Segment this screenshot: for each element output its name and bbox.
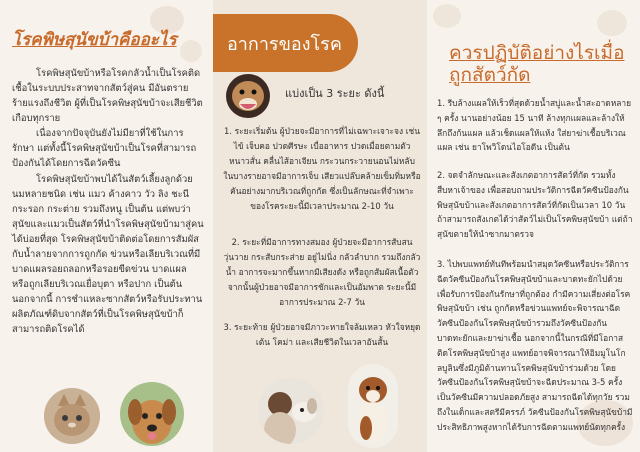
symptoms-header-text: อาการของโรค xyxy=(227,34,342,55)
paw-print-decoration xyxy=(433,4,461,28)
rabid-dog-photo xyxy=(226,74,270,118)
first-aid-step-2: 2. จดจำลักษณะและสังเกตอาการสัตว์ที่กัด รวมทั้งสืบหาเจ้าของ เพื่อสอบถามประวัติการฉีดวัคซีนป้องกันพิษสุนัขบ้าและสังเกตอาการสัตว์ที่กัดเป็นเวลา 10 วัน ถ้าสามารถสังเกตได้ว่าสัตว์ไม่เป็นโรคพิษสุนัขบ้า แต่ถ้าสุนัขตายให้นำซากมาตรวจ xyxy=(437,170,633,240)
first-aid-step-1: 1. รีบล้างแผลให้เร็วที่สุดด้วยน้ำสบู่และน้ำสะอาดหลาย ๆ ครั้ง นานอย่างน้อย 15 นาที ล้างทุกแผลและล้างให้ลึกถึงก้นแผล แล้วเช็ดแผลให้แห้ง ใส่ยาฆ่าเชื้อบริเวณแผล เช่น ยาโพวิโดนไอโอดีน เป็นต้น xyxy=(437,98,631,153)
first-aid-title: ควรปฏิบัติอย่างไรเมื่อถูกสัตว์กัด xyxy=(449,42,625,86)
paw-print-decoration xyxy=(180,40,202,62)
stage-1-text: 1. ระยะเริ่มต้น ผู้ป่วยจะมีอาการที่ไม่เฉพาะเจาะจง เช่น ไข้ เจ็บคอ ปวดศีรษะ เบื่ออาหาร ปวดเมื่อยตามตัว หนาวสั่น คลื่นไส้อาเจียน กระวนกระวายนอนไม่หลับ ในบางรายอาจมีอาการเจ็บ เสียวแปล๊บคล้ายเข็มทิ่มหรือคันอย่างมากบริเวณที่ถูกกัด ซึ่งเป็นลักษณะที่จำเพาะของโรคระยะนี้มีเวลาประมาณ 2-10 วัน xyxy=(223,126,421,211)
left-paragraph-3: โรคพิษสุนัขบ้าพบได้ในสัตว์เลี้ยงลูกด้วยนมหลายชนิด เช่น แมว ค้างคาว วัว ลิง ชะนี กระรอก กระต่าย รวมถึงหนู เป็นต้น แต่พบว่าสุนัขและแมวเป็นสัตว์ที่นำโรคพิษสุนัขบ้ามาสู่คนได้บ่อยที่สุด โรคพิษสุนัขบ้าติดต่อโดยการสัมผัสกับน้ำลายจากการถูกกัด ข่วนหรือเลียบริเวณที่มีบาดแผลรอยถลอกหรือรอยขีดข่วน บาดแผล หรือถูกเลียบริเวณเยื่อบุตา หรือปาก เป็นต้น นอกจากนี้ การชำแหละซากสัตว์หรือรับประทานผลิตภัณฑ์ดิบจากสัตว์ที่เป็นโรคพิษสุนัขบ้าก็สามารถติดโรคได้ xyxy=(12,174,204,335)
paw-print-decoration xyxy=(597,10,627,36)
left-title: โรคพิษสุนัขบ้าคืออะไร xyxy=(12,30,177,50)
first-aid-step-3: 3. ไปพบแพทย์ทันทีพร้อมนำสมุดวัคซีนหรือประวัติการฉีดวัคซีนป้องกันโรคพิษสุนัขบ้าและบาดทะยักไปด้วย เพื่อรับการป้องกันรักษาที่ถูกต้อง กำมีความเสี่ยงต่อโรคพิษสุนัขบ้า เช่น ถูกกัดหรือข่วนแพทย์จะพิจารณาฉีดวัคซีนป้องกันโรคพิษสุนัขบ้ารวมถึงวัคซีนป้องกันบาดทะยักและยาฆ่าเชื้อ นอกจากนี้ในกรณีที่มีโอกาสติดโรคพิษสุนัขบ้าสูง แพทย์อาจพิจารณาให้อิมมูโนโกลบูลินซึ่งมีภูมิต้านทานโรคพิษสุนัขบ้าร่วมด้วย โดยวัคซีนป้องกันโรคพิษสุนัขบ้าจะฉีดประมาณ 3-5 ครั้ง เป็นวัคซีนมีความปลอดภัยสูง สามารถฉีดได้ทุกวัย รวมถึงในเด็กและสตรีมีครรภ์ วัคซีนป้องกันโรคพิษสุนัขบ้ามีประสิทธิภาพสูงหากได้รับการฉีดตามแพทย์นัดทุกครั้ง xyxy=(437,259,633,432)
puppy-photo xyxy=(348,364,398,448)
stage-3-text: 3. ระยะท้าย ผู้ป่วยอาจมีภาวะหายใจล้มเหลว หัวใจหยุดเต้น โคม่า และเสียชีวิตในเวลาอันสั้น xyxy=(223,322,421,347)
left-paragraph-2: เนื่องจากปัจจุบันยังไม่มียาที่ใช้ในการรักษา แต่ทั้งนี้โรคพิษสุนัขบ้าเป็นโรคที่สามารถป้องกันได้โดยการฉีดวัคซีน xyxy=(12,128,197,169)
cat-photo xyxy=(44,388,100,444)
child-with-dog-photo xyxy=(258,378,324,444)
stages-subtitle: แบ่งเป็น 3 ระยะ ดังนี้ xyxy=(285,87,385,100)
stage-2-text: 2. ระยะที่มีอาการทางสมอง ผู้ป่วยจะมีอาการสับสน วุ่นวาย กระสับกระส่าย อยู่ไม่นิ่ง กลัวลำบาก รวมถึงกลัวน้ำ อาการจะมากขึ้นหากมีเสียงดัง หรือถูกสัมผัสเนื้อตัว จากนั้นผู้ป่วยอาจมีอาการชักและเป็นอัมพาต ระยะนี้มีอาการประมาณ 2-7 วัน xyxy=(223,237,421,307)
symptoms-header xyxy=(213,14,358,72)
dog-photo xyxy=(120,382,184,446)
left-paragraph-1: โรคพิษสุนัขบ้าหรือโรคกลัวน้ำเป็นโรคติดเชื้อในระบบประสาทจากสัตว์สู่คน มีอันตรายร้ายแรงถึงชีวิต ผู้ที่เป็นโรคพิษสุนัขบ้าจะเสียชีวิตเกือบทุกราย xyxy=(12,68,203,124)
